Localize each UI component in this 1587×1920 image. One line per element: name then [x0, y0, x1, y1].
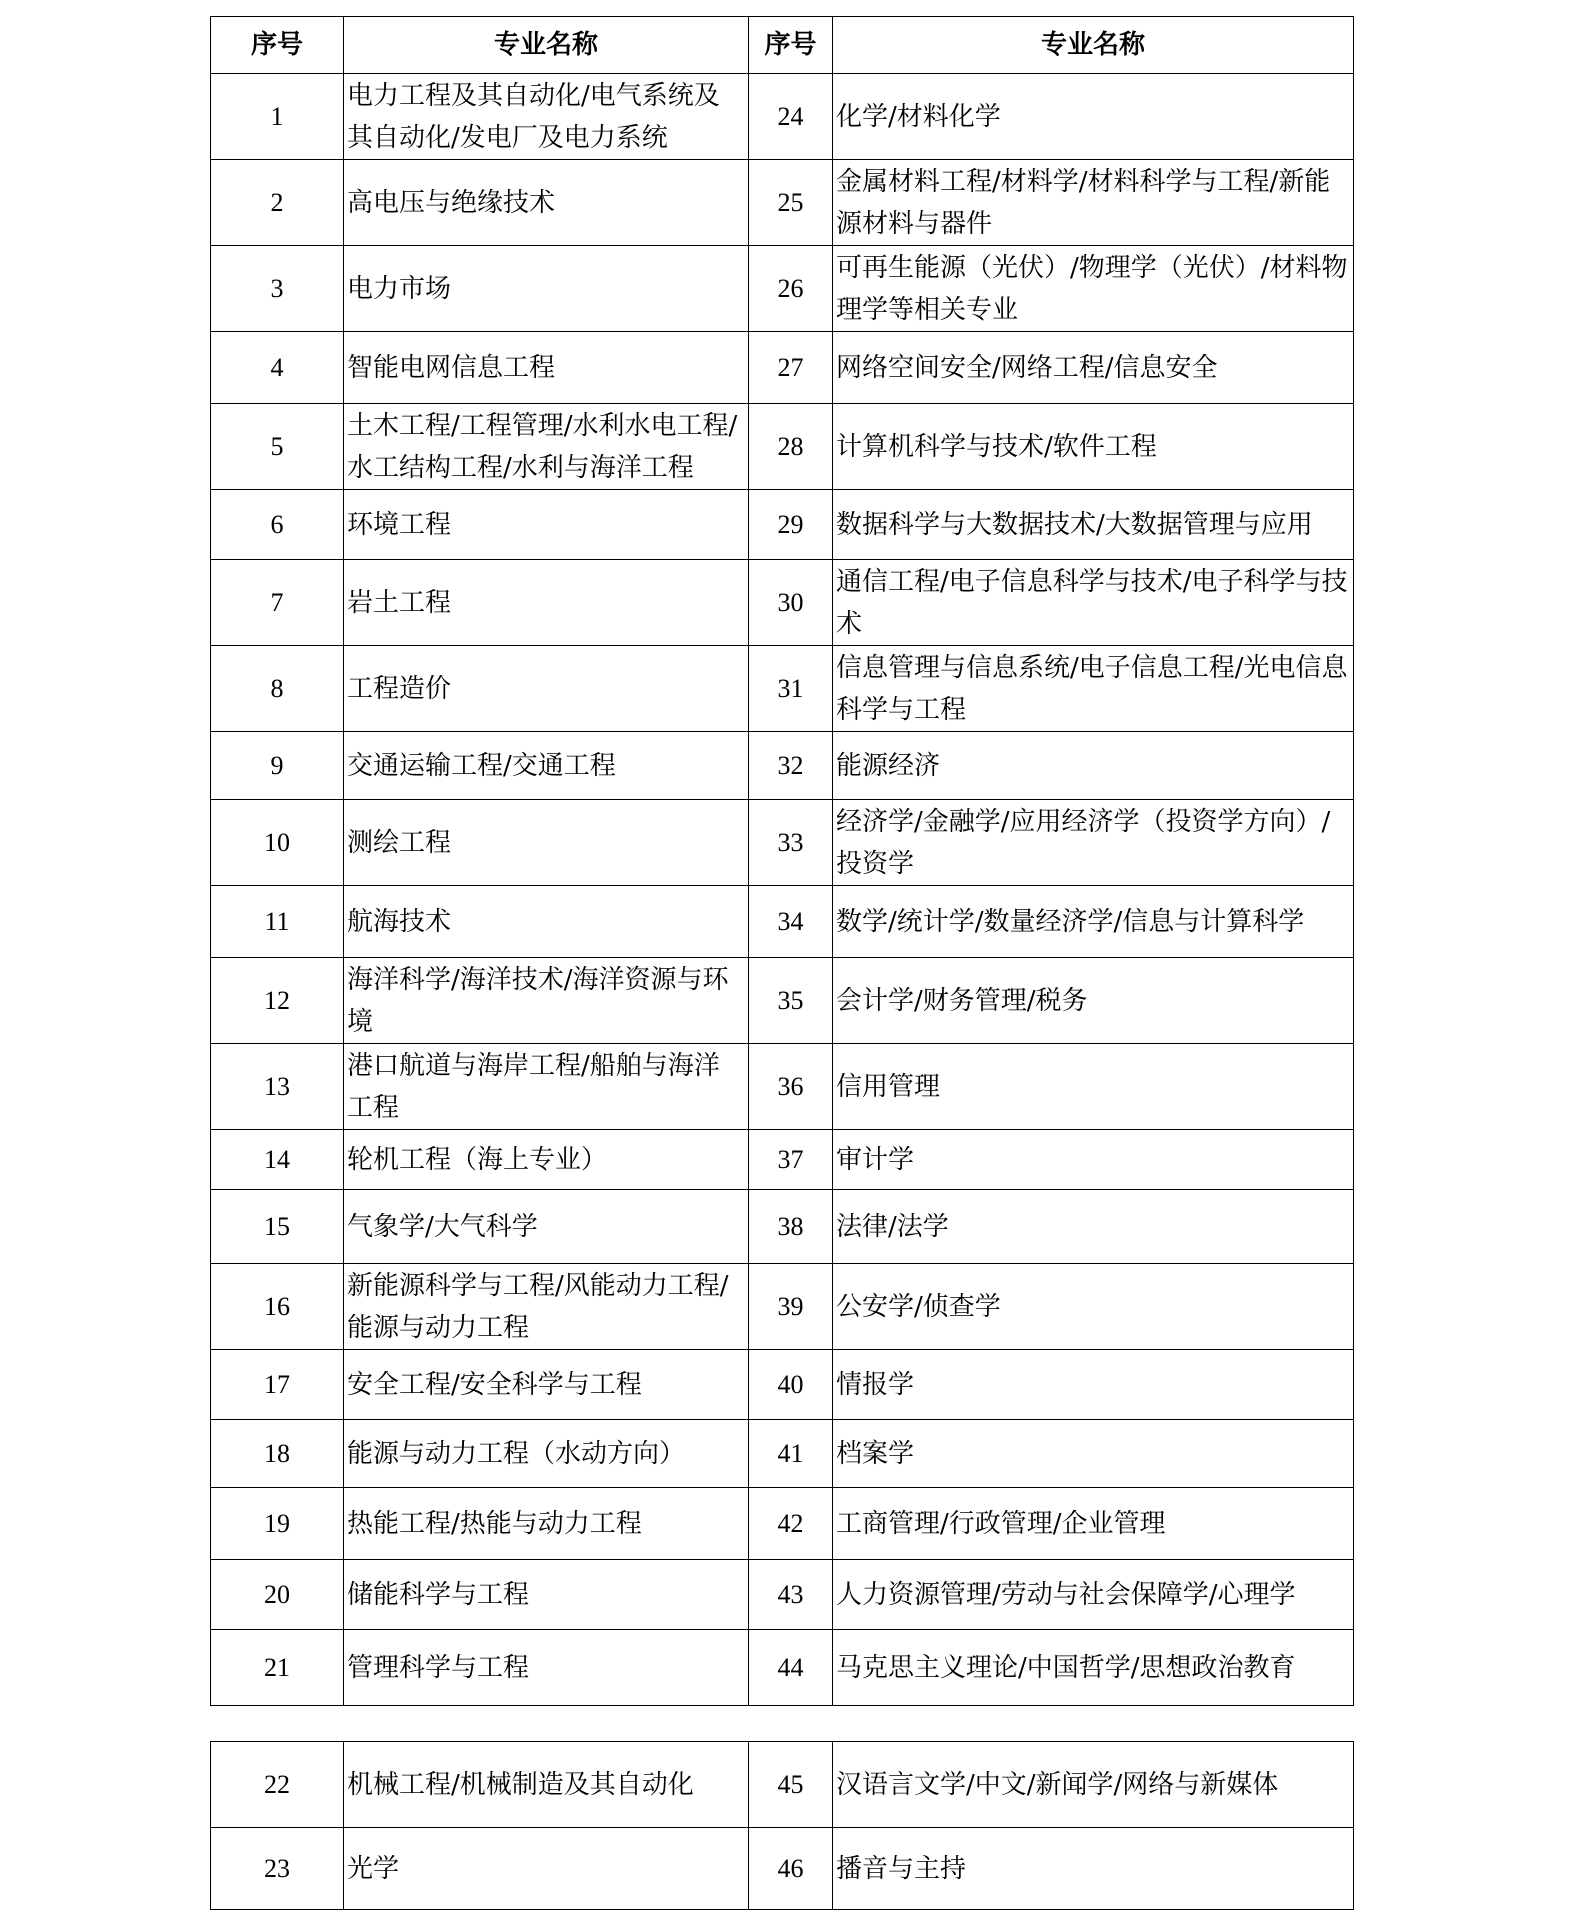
seq-left: 21: [211, 1630, 344, 1706]
seq-right: 32: [749, 732, 833, 800]
seq-left: 3: [211, 246, 344, 332]
table-row: [211, 1264, 1354, 1350]
major-name-left: 能源与动力工程（水动方向）: [344, 1420, 749, 1488]
majors-table: [210, 16, 1354, 1706]
major-name-left: 测绘工程: [344, 800, 749, 886]
major-name-right: 马克思主义理论/中国哲学/思想政治教育: [833, 1630, 1354, 1706]
table-row: [211, 1420, 1354, 1488]
major-name-right: 审计学: [833, 1130, 1354, 1190]
seq-left: 12: [211, 958, 344, 1044]
seq-left: 16: [211, 1264, 344, 1350]
major-name-right: 数学/统计学/数量经济学/信息与计算科学: [833, 886, 1354, 958]
seq-right: 26: [749, 246, 833, 332]
seq-right: 42: [749, 1488, 833, 1560]
table-row: [211, 560, 1354, 646]
major-name-right: 工商管理/行政管理/企业管理: [833, 1488, 1354, 1560]
major-name-left: 航海技术: [344, 886, 749, 958]
major-name-left: 电力工程及其自动化/电气系统及其自动化/发电厂及电力系统: [344, 74, 749, 160]
major-name-right: 人力资源管理/劳动与社会保障学/心理学: [833, 1560, 1354, 1630]
seq-right: 38: [749, 1190, 833, 1264]
major-name-right: 数据科学与大数据技术/大数据管理与应用: [833, 490, 1354, 560]
seq-right: 45: [749, 1742, 833, 1828]
major-name-right: 法律/法学: [833, 1190, 1354, 1264]
major-name-right: 汉语言文学/中文/新闻学/网络与新媒体: [833, 1742, 1354, 1828]
header-name-right: 专业名称: [833, 17, 1354, 74]
table-row: [211, 404, 1354, 490]
table-row: [211, 246, 1354, 332]
major-name-right: 信息管理与信息系统/电子信息工程/光电信息科学与工程: [833, 646, 1354, 732]
major-name-left: 土木工程/工程管理/水利水电工程/水工结构工程/水利与海洋工程: [344, 404, 749, 490]
table-row: [211, 74, 1354, 160]
seq-left: 13: [211, 1044, 344, 1130]
seq-right: 46: [749, 1828, 833, 1910]
seq-right: 27: [749, 332, 833, 404]
table-row: [211, 958, 1354, 1044]
seq-left: 2: [211, 160, 344, 246]
major-name-right: 经济学/金融学/应用经济学（投资学方向）/投资学: [833, 800, 1354, 886]
seq-left: 15: [211, 1190, 344, 1264]
seq-left: 8: [211, 646, 344, 732]
seq-left: 14: [211, 1130, 344, 1190]
table-row: [211, 490, 1354, 560]
table-row: [211, 1190, 1354, 1264]
seq-right: 25: [749, 160, 833, 246]
seq-left: 6: [211, 490, 344, 560]
table-body: [211, 74, 1354, 1706]
table-row: [211, 1828, 1354, 1910]
seq-left: 4: [211, 332, 344, 404]
major-name-right: 化学/材料化学: [833, 74, 1354, 160]
seq-right: 37: [749, 1130, 833, 1190]
table-row: [211, 800, 1354, 886]
major-name-right: 播音与主持: [833, 1828, 1354, 1910]
seq-left: 10: [211, 800, 344, 886]
major-name-left: 交通运输工程/交通工程: [344, 732, 749, 800]
major-name-left: 安全工程/安全科学与工程: [344, 1350, 749, 1420]
table-row: [211, 160, 1354, 246]
major-name-left: 环境工程: [344, 490, 749, 560]
seq-right: 39: [749, 1264, 833, 1350]
seq-right: 36: [749, 1044, 833, 1130]
seq-right: 30: [749, 560, 833, 646]
major-name-left: 新能源科学与工程/风能动力工程/能源与动力工程: [344, 1264, 749, 1350]
major-name-left: 光学: [344, 1828, 749, 1910]
seq-left: 22: [211, 1742, 344, 1828]
seq-left: 7: [211, 560, 344, 646]
header-name-left: 专业名称: [344, 17, 749, 74]
header-seq-right: 序号: [749, 17, 833, 74]
major-name-right: 会计学/财务管理/税务: [833, 958, 1354, 1044]
major-name-right: 通信工程/电子信息科学与技术/电子科学与技术: [833, 560, 1354, 646]
major-name-left: 岩土工程: [344, 560, 749, 646]
table-body-continued: [211, 1742, 1354, 1910]
seq-right: 34: [749, 886, 833, 958]
major-name-left: 海洋科学/海洋技术/海洋资源与环境: [344, 958, 749, 1044]
seq-left: 5: [211, 404, 344, 490]
major-name-right: 情报学: [833, 1350, 1354, 1420]
major-name-left: 气象学/大气科学: [344, 1190, 749, 1264]
seq-right: 31: [749, 646, 833, 732]
major-name-right: 可再生能源（光伏）/物理学（光伏）/材料物理学等相关专业: [833, 246, 1354, 332]
seq-right: 28: [749, 404, 833, 490]
seq-right: 33: [749, 800, 833, 886]
major-name-left: 储能科学与工程: [344, 1560, 749, 1630]
table-row: [211, 332, 1354, 404]
seq-right: 40: [749, 1350, 833, 1420]
seq-left: 23: [211, 1828, 344, 1910]
header-seq-left: 序号: [211, 17, 344, 74]
table-row: [211, 1130, 1354, 1190]
table-header-row: [211, 17, 1354, 74]
table-row: [211, 646, 1354, 732]
major-name-right: 档案学: [833, 1420, 1354, 1488]
seq-left: 20: [211, 1560, 344, 1630]
seq-right: 24: [749, 74, 833, 160]
table-row: [211, 732, 1354, 800]
major-name-left: 智能电网信息工程: [344, 332, 749, 404]
table-row: [211, 1630, 1354, 1706]
table-row: [211, 1560, 1354, 1630]
major-name-right: 能源经济: [833, 732, 1354, 800]
major-name-left: 电力市场: [344, 246, 749, 332]
table-row: [211, 1350, 1354, 1420]
seq-right: 43: [749, 1560, 833, 1630]
major-name-left: 轮机工程（海上专业）: [344, 1130, 749, 1190]
seq-left: 19: [211, 1488, 344, 1560]
seq-right: 41: [749, 1420, 833, 1488]
major-name-left: 港口航道与海岸工程/船舶与海洋工程: [344, 1044, 749, 1130]
major-name-right: 计算机科学与技术/软件工程: [833, 404, 1354, 490]
table-row: [211, 1044, 1354, 1130]
major-name-right: 信用管理: [833, 1044, 1354, 1130]
seq-left: 17: [211, 1350, 344, 1420]
seq-right: 29: [749, 490, 833, 560]
seq-right: 35: [749, 958, 833, 1044]
major-name-left: 热能工程/热能与动力工程: [344, 1488, 749, 1560]
major-name-left: 管理科学与工程: [344, 1630, 749, 1706]
seq-left: 1: [211, 74, 344, 160]
major-name-right: 金属材料工程/材料学/材料科学与工程/新能源材料与器件: [833, 160, 1354, 246]
major-name-right: 公安学/侦查学: [833, 1264, 1354, 1350]
seq-left: 9: [211, 732, 344, 800]
major-name-left: 工程造价: [344, 646, 749, 732]
table-row: [211, 1488, 1354, 1560]
seq-left: 11: [211, 886, 344, 958]
major-name-right: 网络空间安全/网络工程/信息安全: [833, 332, 1354, 404]
table-row: [211, 886, 1354, 958]
major-name-left: 高电压与绝缘技术: [344, 160, 749, 246]
seq-right: 44: [749, 1630, 833, 1706]
majors-table-continued: [210, 1741, 1354, 1910]
seq-left: 18: [211, 1420, 344, 1488]
table-row: [211, 1742, 1354, 1828]
major-name-left: 机械工程/机械制造及其自动化: [344, 1742, 749, 1828]
